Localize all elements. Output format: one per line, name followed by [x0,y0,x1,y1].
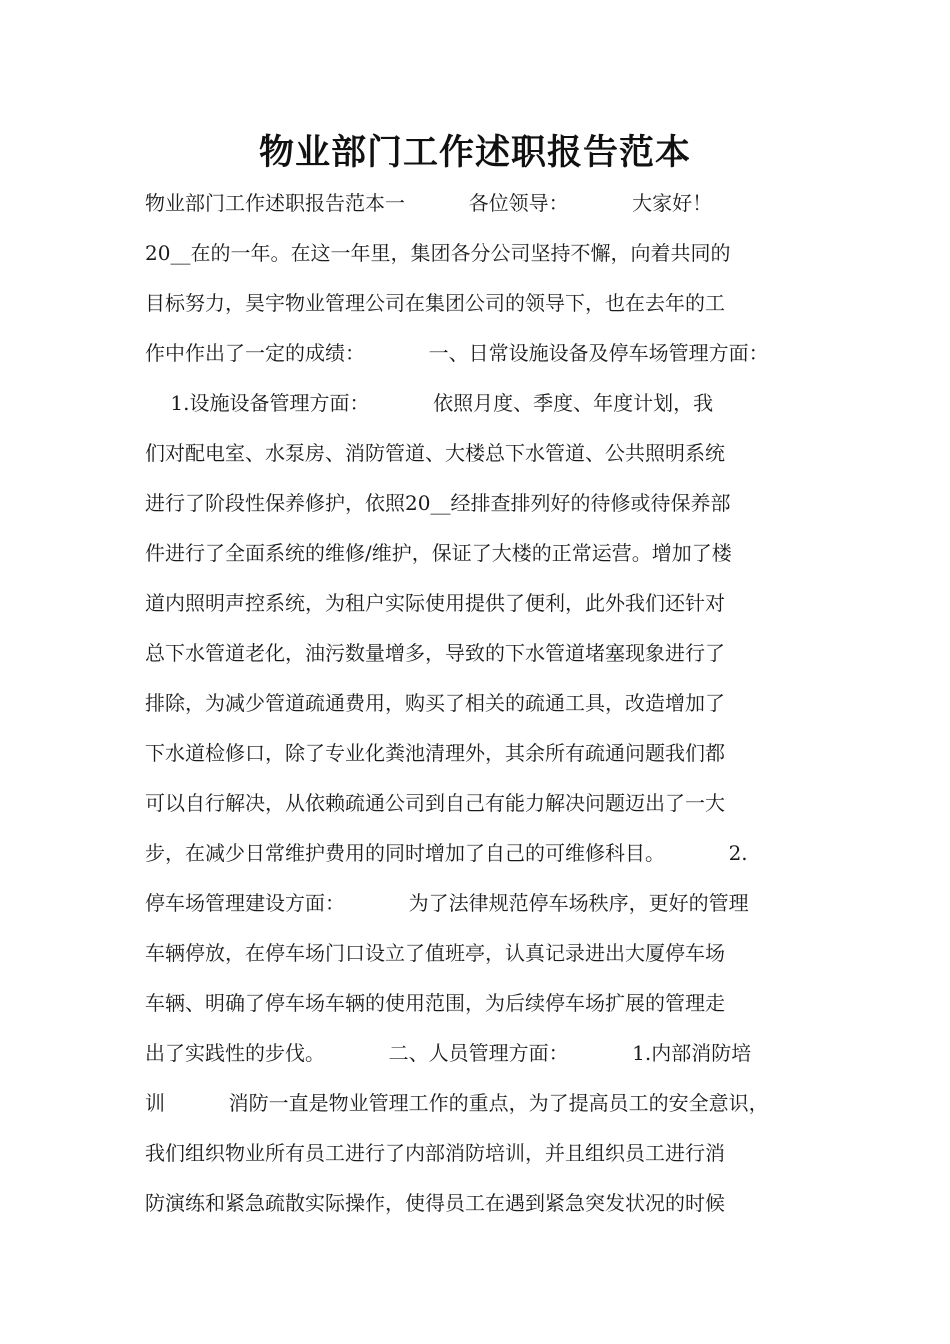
body-line: 们对配电室、水泵房、消防管道、大楼总下水管道、公共照明系统 [145,441,725,465]
body-line: 总下水管道老化，油污数量增多，导致的下水管道堵塞现象进行了 [145,641,725,665]
body-line: 目标努力，昊宇物业管理公司在集团公司的领导下，也在去年的工 [145,291,725,315]
body-line: 出了实践性的步伐。 二、人员管理方面： 1.内部消防培 [145,1041,752,1065]
body-line: 可以自行解决，从依赖疏通公司到自己有能力解决问题迈出了一大 [145,791,725,815]
body-line: 作中作出了一定的成绩： 一、日常设施设备及停车场管理方面： [145,341,769,365]
body-line: 训 消防一直是物业管理工作的重点，为了提高员工的安全意识， [145,1091,769,1115]
body-line: 物业部门工作述职报告范本一 各位领导： 大家好！ [145,191,713,215]
body-line: 道内照明声控系统，为租户实际使用提供了便利，此外我们还针对 [145,591,725,615]
body-line: 下水道检修口，除了专业化粪池清理外，其余所有疏通问题我们都 [145,741,725,765]
body-line: 件进行了全面系统的维修/维护，保证了大楼的正常运营。增加了楼 [145,541,732,565]
body-line: 防演练和紧急疏散实际操作，使得员工在遇到紧急突发状况的时候 [145,1191,725,1215]
body-line: 20__在的一年。在这一年里，集团各分公司坚持不懈，向着共同的 [145,241,731,265]
document-title: 物业部门工作述职报告范本 [258,133,691,173]
body-line: 车辆、明确了停车场车辆的使用范围，为后续停车场扩展的管理走 [145,991,725,1015]
body-line: 进行了阶段性保养修护，依照20__经排查排列好的待修或待保养部 [145,491,731,515]
body-line: 我们组织物业所有员工进行了内部消防培训，并且组织员工进行消 [145,1141,725,1165]
body-line: 停车场管理建设方面： 为了法律规范停车场秩序，更好的管理 [145,891,749,915]
body-line: 车辆停放，在停车场门口设立了值班亭，认真记录进出大厦停车场 [145,941,725,965]
body-line: 步，在减少日常维护费用的同时增加了自己的可维修科目。 2. [145,841,748,865]
document-body [145,178,820,1228]
body-line: 排除，为减少管道疏通费用，购买了相关的疏通工具，改造增加了 [145,691,725,715]
body-line: 1.设施设备管理方面： 依照月度、季度、年度计划，我 [145,391,714,415]
